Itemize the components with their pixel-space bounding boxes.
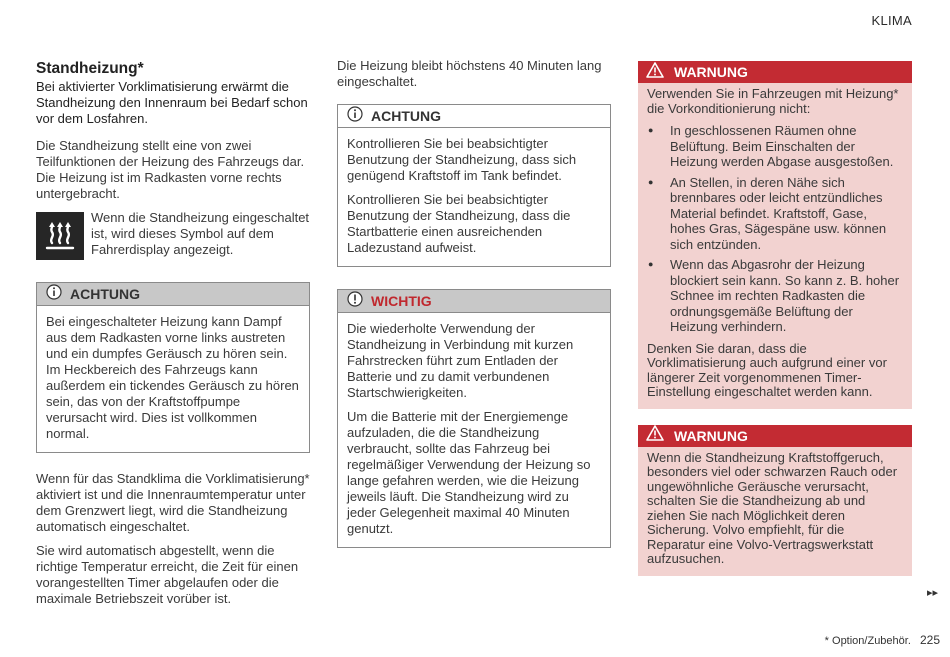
warning-triangle-icon — [646, 62, 664, 83]
caution-title: ACHTUNG — [70, 286, 140, 302]
warning-text: Wenn die Standheizung Kraftstoffgeruch, besonders viel oder schwarzen Rauch oder ungewöhnliche Geräusche verursacht, schalten Sie die Standheizung ab und ziehen Sie nach Möglichkeit deren Sicherung. Volvo empfiehlt, für die Reparatur eine Volvo-Vertragswerkstatt aufzusuchen. — [647, 449, 898, 566]
paragraph: Die Heizung bleibt höchstens 40 Minuten lang eingeschaltet. — [337, 58, 602, 89]
important-text: Die wiederholte Verwendung der Standheizung in Verbindung mit kurzen Fahrstrecken führt zum Entladen der Batterie und zu damit verbundenen Startschwierigkeiten. — [347, 321, 574, 400]
symbol-row — [36, 210, 310, 260]
caution-text: Kontrollieren Sie bei beabsichtigter Benutzung der Standheizung, dass sich genügend Kraftstoff im Tank befindet. — [347, 136, 577, 183]
warning-title: WARNUNG — [674, 427, 748, 444]
caution-box — [337, 104, 611, 267]
warning-title: WARNUNG — [674, 64, 748, 80]
footnote: * Option/Zubehör. — [824, 635, 911, 647]
page-number: 225 — [919, 633, 940, 647]
caution-title: ACHTUNG — [371, 108, 441, 124]
caution-box — [36, 282, 310, 453]
page-footer — [825, 633, 940, 647]
heater-symbol-icon — [36, 212, 84, 260]
symbol-description: Wenn die Standheizung eingeschaltet ist, wird dieses Symbol auf dem Fahrerdisplay angezeigt. — [91, 210, 310, 257]
warning-intro: Verwenden Sie in Fahrzeugen mit Heizung* die Vorkonditionierung nicht: — [647, 86, 899, 116]
caution-body — [338, 128, 610, 266]
paragraph: Die Standheizung stellt eine von zwei Teilfunktionen der Heizung des Fahrzeugs dar. Die Heizung ist im Radkasten vorne rechts untergebracht. — [36, 138, 305, 201]
caution-header — [338, 105, 610, 128]
list-item: ● In geschlossenen Räumen ohne Belüftung. Beim Einschalten der Heizung werden Abgase ausgestoßen. — [647, 123, 903, 170]
list-item: ● Wenn das Abgasrohr der Heizung blockiert sein kann. So kann z. B. hoher Schnee im rechten Radkasten die ordnungsgemäße Belüftung der Heizung verhindern. — [647, 257, 903, 335]
important-body — [338, 313, 610, 547]
paragraph: Wenn für das Standklima die Vorklimatisierung* aktiviert ist und die Innenraumtemperatur unter dem Grenzwert liegt, wird die Standheizung automatisch eingeschaltet. — [36, 471, 310, 534]
column-1 — [36, 58, 310, 615]
important-text: Um die Batterie mit der Energiemenge aufzuladen, die die Standheizung verbraucht, sollte das Fahrzeug bei regelmäßiger Verwendung der Heizung so lange gefahren werden, wie die Heizung jeweils läuft. Die Standheizung wird zu jeder Gelegenheit maximal 40 Minuten genutzt. — [347, 409, 591, 536]
caution-body — [37, 306, 309, 452]
section-header: KLIMA — [871, 13, 912, 28]
caution-header — [37, 283, 309, 306]
warning-triangle-icon — [646, 425, 664, 446]
paragraph: Sie wird automatisch abgestellt, wenn die richtige Temperatur erreicht, die Zeit für einen vorangestellten Timer abgelaufen oder die maximale Betriebszeit vorüber ist. — [36, 543, 299, 606]
important-title: WICHTIG — [371, 293, 432, 309]
exclamation-icon — [347, 291, 363, 312]
caution-text: Bei eingeschalteter Heizung kann Dampf aus dem Radkasten vorne links austreten und ein dumpfes Geräusch zu hören sein. Im Heckbereich des Fahrzeugs kann außerdem ein tickendes Geräusch zu hören sein, das von der Kraftstoffpumpe verursacht wird. Dies ist vollkommen normal. — [46, 314, 299, 441]
column-3 — [638, 61, 912, 590]
warning-header — [638, 425, 912, 447]
info-icon — [347, 106, 363, 127]
warning-box — [638, 61, 912, 409]
warning-box — [638, 425, 912, 576]
warning-body — [638, 447, 912, 576]
warning-list — [647, 123, 903, 335]
warning-outro: Denken Sie daran, dass die Vorklimatisierung auch aufgrund einer vor längerer Zeit vorgenommenen Timer-Einstellung eingeschaltet werden kann. — [647, 340, 887, 399]
caution-text: Kontrollieren Sie bei beabsichtigter Benutzung der Standheizung, dass die Startbatterie einen ausreichenden Ladezustand aufweist. — [347, 192, 571, 255]
info-icon — [46, 284, 62, 305]
warning-header — [638, 61, 912, 83]
important-box — [337, 289, 611, 548]
next-page-arrows-icon[interactable]: ▸▸ — [926, 587, 938, 599]
warning-body — [638, 83, 912, 409]
important-header — [338, 290, 610, 313]
page-title: Standheizung* — [36, 60, 144, 77]
list-item: ● An Stellen, in deren Nähe sich brennbares oder leicht entzündliches Material befindet. Kraftstoff, Gase, hohes Gras, Sägespäne usw. können sich entzünden. — [647, 175, 903, 253]
intro-text: Bei aktivierter Vorklimatisierung erwärmt die Standheizung den Innenraum bei Bedarf schon vor dem Losfahren. — [36, 79, 308, 126]
column-2 — [337, 58, 611, 556]
